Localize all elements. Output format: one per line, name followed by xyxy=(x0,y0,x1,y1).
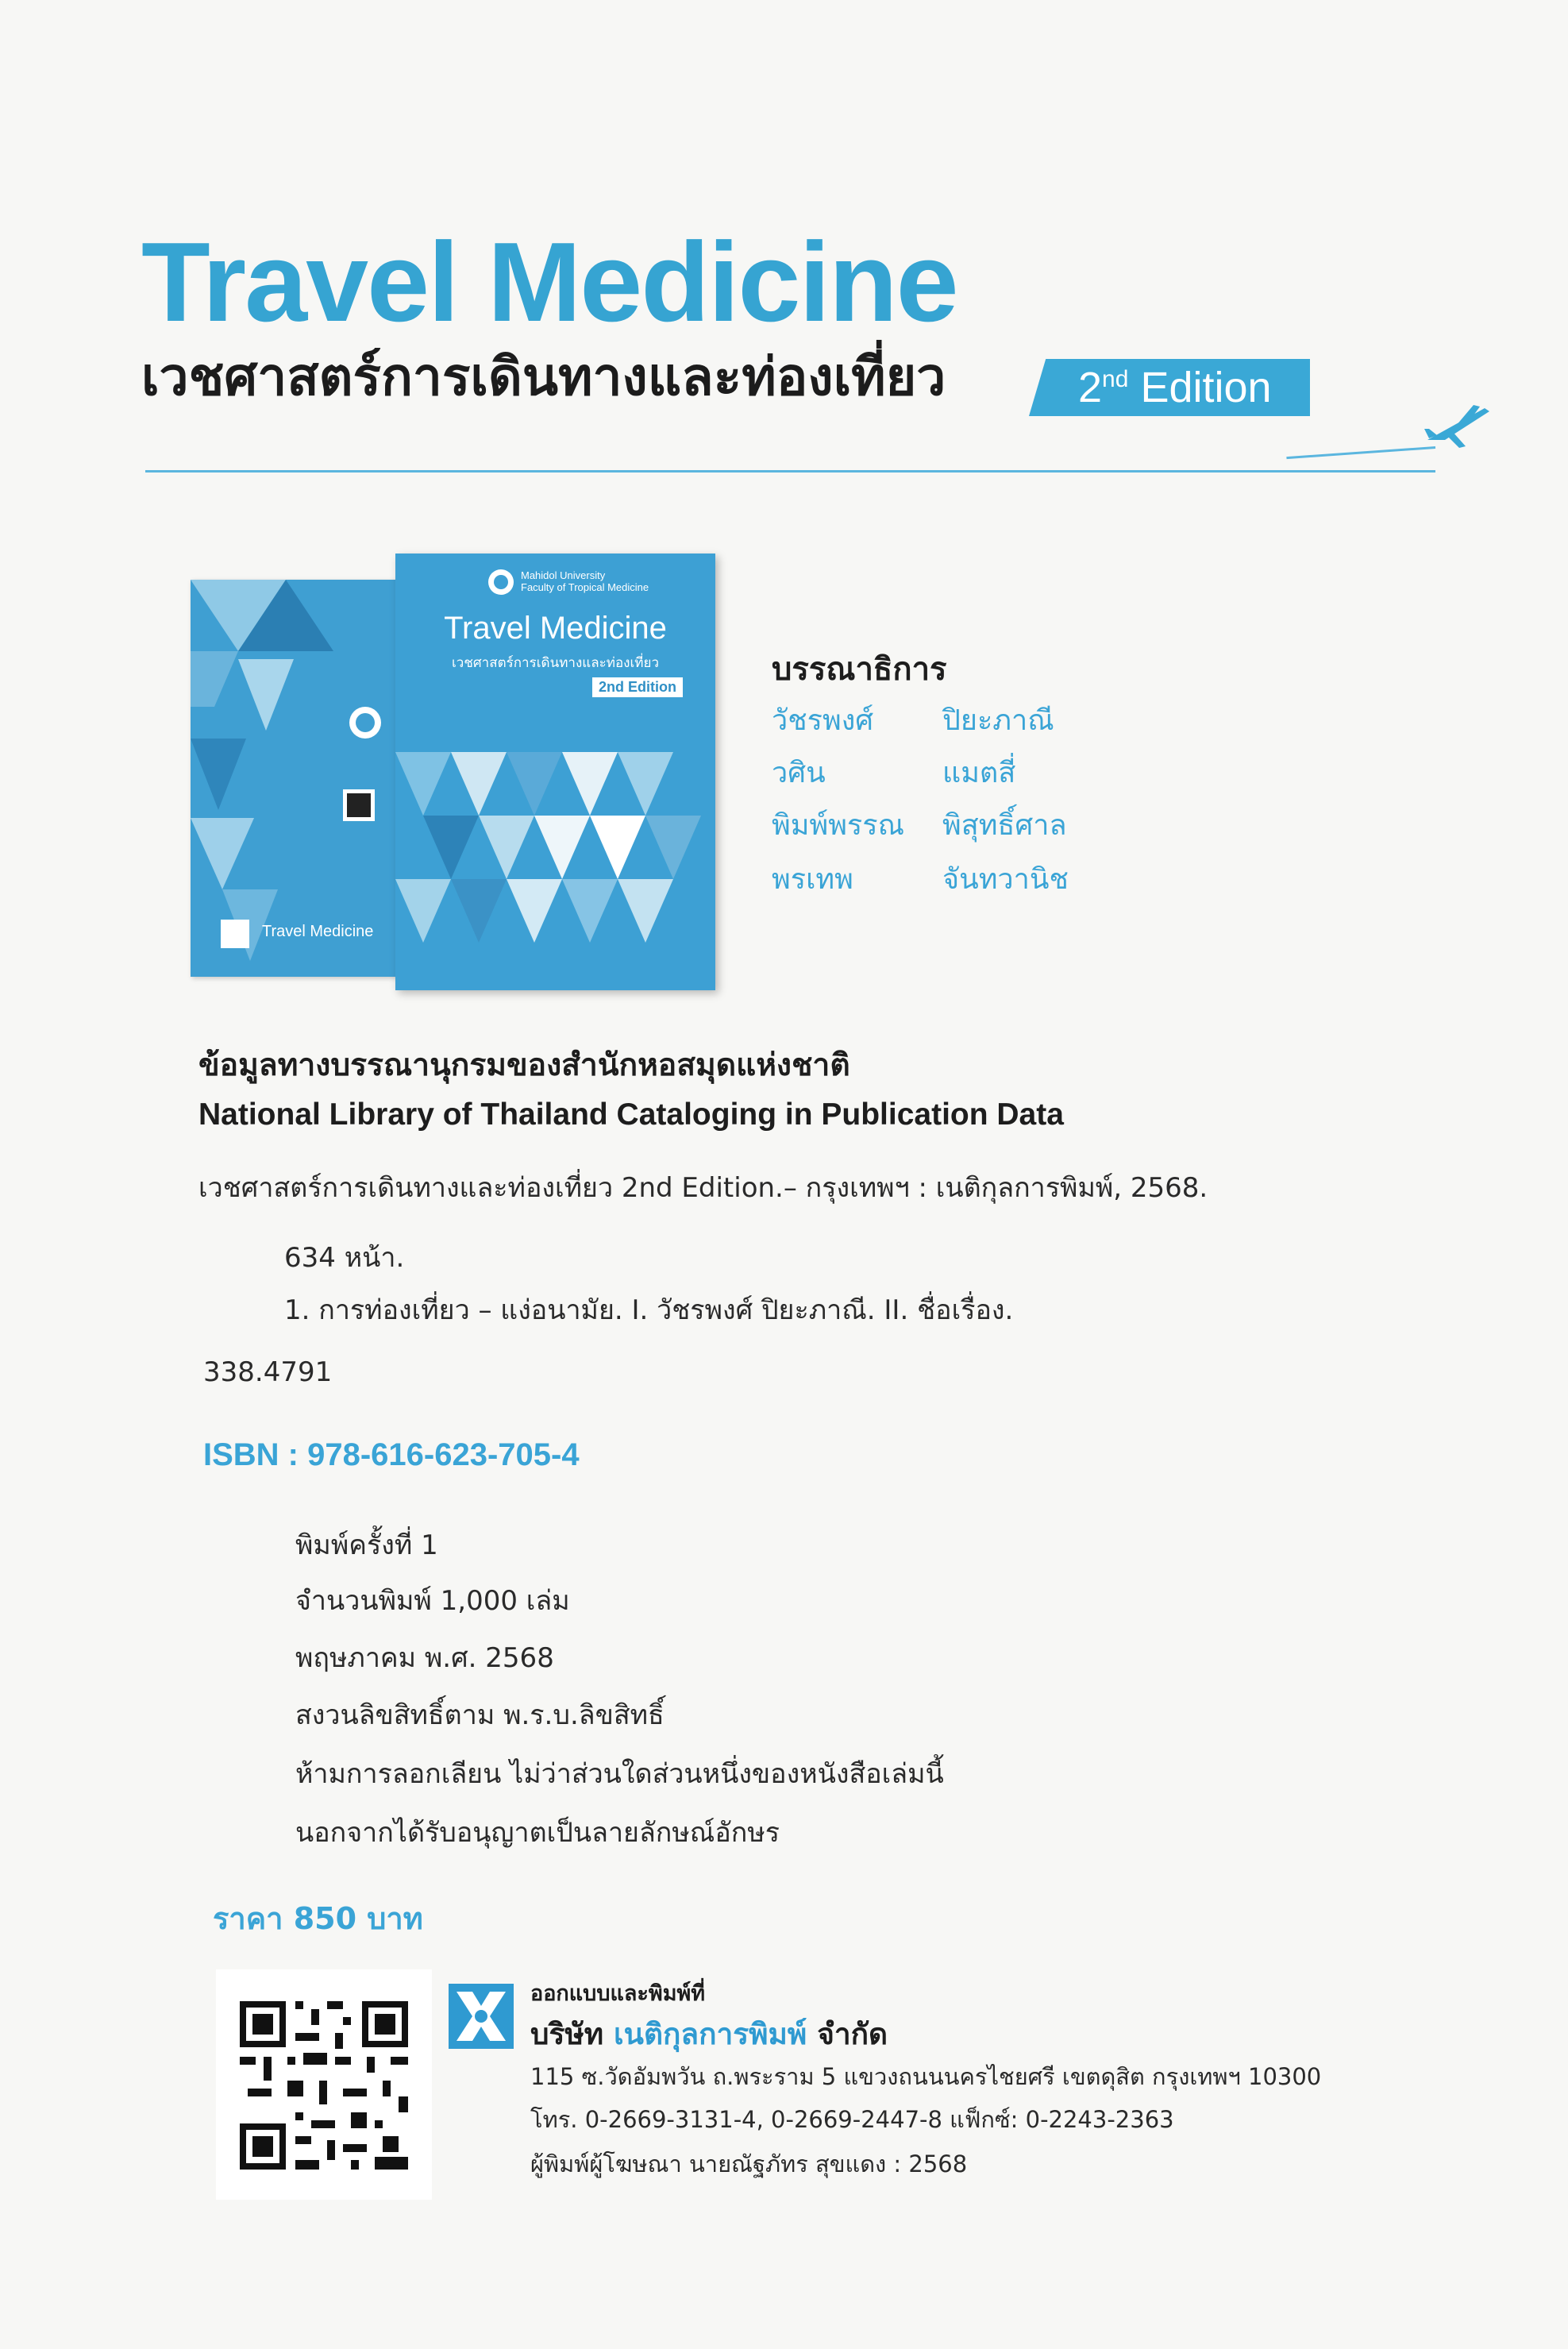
cover-university: Mahidol University xyxy=(521,569,606,581)
publisher-phone: โทร. 0-2669-3131-4, 0-2669-2447-8 แฟ็กซ์: 0-2243-2363 xyxy=(530,2106,1174,2133)
editor-last-name: ปิยะภาณี xyxy=(942,704,1054,737)
cip-title-thai: ข้อมูลทางบรรณานุกรมของสำนักหอสมุดแห่งชาติ xyxy=(198,1047,850,1083)
price: ราคา 850 บาท xyxy=(213,1901,423,1936)
cover-thai-title: เวชศาสตร์การเดินทางและท่องเที่ยว xyxy=(451,655,660,671)
print-quantity: จำนวนพิมพ์ 1,000 เล่ม xyxy=(295,1585,570,1617)
title-divider xyxy=(145,470,1435,472)
publisher-logo-icon xyxy=(449,1984,514,2049)
editor-row xyxy=(772,697,1054,742)
cover-title: Travel Medicine xyxy=(444,611,667,646)
back-cover-title: Travel Medicine xyxy=(262,923,374,940)
publisher-company xyxy=(530,2011,888,2058)
copyright-notice: สงวนลิขสิทธิ์ตาม พ.ร.บ.ลิขสิทธิ์ xyxy=(295,1699,665,1731)
cip-title-english: National Library of Thailand Cataloging in Publication Data xyxy=(198,1097,1064,1132)
editor-row xyxy=(772,802,1067,847)
qr-code xyxy=(216,1969,432,2200)
designed-by-label: ออกแบบและพิมพ์ที่ xyxy=(530,1981,706,2006)
isbn: ISBN : 978-616-623-705-4 xyxy=(203,1437,580,1472)
mahidol-logo-icon xyxy=(487,568,515,596)
editor-last-name: พิสุทธิ์ศาล xyxy=(942,809,1067,842)
airplane-icon xyxy=(1421,397,1493,453)
book-back-cover-image xyxy=(191,580,421,977)
cip-subject-line: 1. การท่องเที่ยว – แง่อนามัย. I. วัชรพงศ์ ปิยะภาณี. II. ชื่อเรื่อง. xyxy=(284,1294,1014,1326)
publisher-address: 115 ซ.วัดอัมพวัน ถ.พระราม 5 แขวงถนนนครไชยศรี เขตดุสิต กรุงเทพฯ 10300 xyxy=(530,2063,1322,2090)
print-date: พฤษภาคม พ.ศ. 2568 xyxy=(295,1642,554,1674)
cover-edition: 2nd Edition xyxy=(592,677,683,697)
title-divider-swoosh xyxy=(1286,446,1435,459)
permission-notice: นอกจากได้รับอนุญาตเป็นลายลักษณ์อักษร xyxy=(295,1817,780,1849)
editor-first-name: พรเทพ xyxy=(772,863,853,896)
editor-last-name: แมตสี่ xyxy=(942,757,1016,789)
copy-prohibition: ห้ามการลอกเลียน ไม่ว่าส่วนใดส่วนหนึ่งของหนังสือเล่มนี้ xyxy=(295,1758,944,1790)
cover-photo-mosaic xyxy=(395,752,715,990)
cip-pages-line: 634 หน้า. xyxy=(284,1242,405,1274)
editor-first-name: วัชรพงศ์ xyxy=(772,704,874,737)
edition-word: Edition xyxy=(1140,364,1272,411)
cip-classification: 338.4791 xyxy=(203,1356,333,1388)
publisher-advertiser: ผู้พิมพ์ผู้โฆษณา นายณัฐภัทร สุขแดง : 2568 xyxy=(530,2150,968,2177)
editor-row xyxy=(772,750,1016,795)
back-cover-pattern xyxy=(191,580,421,977)
page-title: Travel Medicine xyxy=(141,219,957,345)
edition-badge xyxy=(1029,359,1310,416)
editor-row xyxy=(772,856,1069,901)
editors-heading: บรรณาธิการ xyxy=(772,651,947,688)
back-cover-logo xyxy=(221,920,249,948)
editor-last-name: จันทวานิช xyxy=(942,863,1069,896)
company-brand: เนติกุลการพิมพ์ xyxy=(614,2017,807,2051)
book-front-cover-image xyxy=(395,554,715,990)
thai-subtitle: เวชศาสตร์การเดินทางและท่องเที่ยว xyxy=(141,346,946,407)
cip-entry-line: เวชศาสตร์การเดินทางและท่องเที่ยว 2nd Edition.– กรุงเทพฯ : เนติกุลการพิมพ์, 2568. xyxy=(198,1172,1208,1204)
editor-first-name: วศิน xyxy=(772,757,826,789)
company-prefix: บริษัท xyxy=(530,2017,604,2051)
company-suffix: จำกัด xyxy=(817,2017,888,2051)
edition-number: 2 xyxy=(1078,364,1103,411)
print-edition: พิมพ์ครั้งที่ 1 xyxy=(295,1529,438,1561)
edition-suffix: nd xyxy=(1102,366,1129,392)
editor-first-name: พิมพ์พรรณ xyxy=(772,809,904,842)
cover-faculty: Faculty of Tropical Medicine xyxy=(521,581,649,593)
